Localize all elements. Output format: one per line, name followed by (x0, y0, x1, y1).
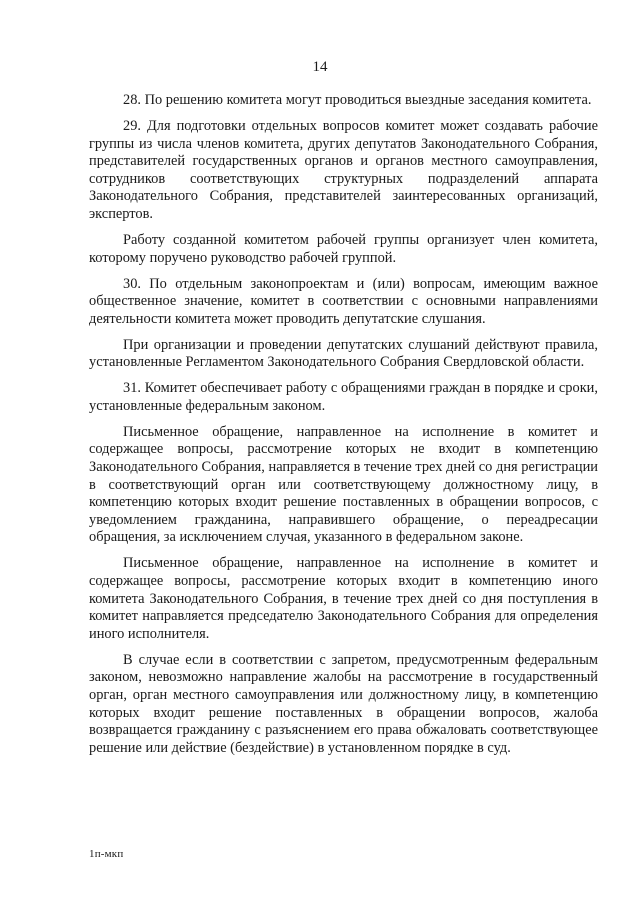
paragraph-30-hearings-rules: При организации и проведении депутатских слушаний действуют правила, установленные Регламентом Законодательного Собрания Свердловской области. (89, 336, 598, 371)
document-body (89, 92, 598, 766)
paragraph-29-working-group: Работу созданной комитетом рабочей группы организует член комитета, которому поручено руководство рабочей группой. (89, 231, 598, 266)
paragraph-31-other-committee: Письменное обращение, направленное на исполнение в комитет и содержащее вопросы, рассмотрение которых входит в компетенцию иного комитета Законодательного Собрания, в течение трех дней со дня поступления в комитет направляется председателю Законодательного Собрания для определения иного исполнителя. (89, 555, 598, 642)
paragraph-31: 31. Комитет обеспечивает работу с обращениями граждан в порядке и сроки, установленные федеральным законом. (89, 380, 598, 414)
page-number: 14 (312, 59, 328, 75)
paragraph-29: 29. Для подготовки отдельных вопросов комитет может создавать рабочие группы из числа членов комитета, других депутатов Законодательного Собрания, представителей государственных органов и органов местного самоуправления, сотрудников соответствующих структурных подразделений аппарата Законодательного Собрания, представителей заинтересованных организаций, экспертов. (89, 117, 598, 222)
paragraph-31-redirect: Письменное обращение, направленное на исполнение в комитет и содержащее вопросы, рассмотрение которых не входит в компетенцию Законодательного Собрания, направляется в течение трех дней со дня регистрации в соответствующий орган или соответствующему должностному лицу, в компетенцию которых входит решение поставленных в обращении вопросов, с уведомлением гражданина, направившего обращение, о переадресации обращения, за исключением случая, указанного в федеральном законе. (89, 423, 598, 546)
footer-code: 1п-мкп (89, 848, 124, 860)
paragraph-30: 30. По отдельным законопроектам и (или) вопросам, имеющим важное общественное значение, комитет в соответствии с основными направлениями деятельности комитета может проводить депутатские слушания. (89, 275, 598, 327)
paragraph-31-complaint-return: В случае если в соответствии с запретом, предусмотренным федеральным законом, невозможно направление жалобы на рассмотрение в государственный орган, орган местного самоуправления или должностному лицу, в компетенцию которых входит решение поставленных в обращении вопросов, жалоба возвращается гражданину с разъяснением его права обжаловать соответствующее решение или действие (бездействие) в установленном порядке в суд. (89, 651, 598, 756)
paragraph-28: 28. По решению комитета могут проводиться выездные заседания комитета. (123, 92, 592, 108)
